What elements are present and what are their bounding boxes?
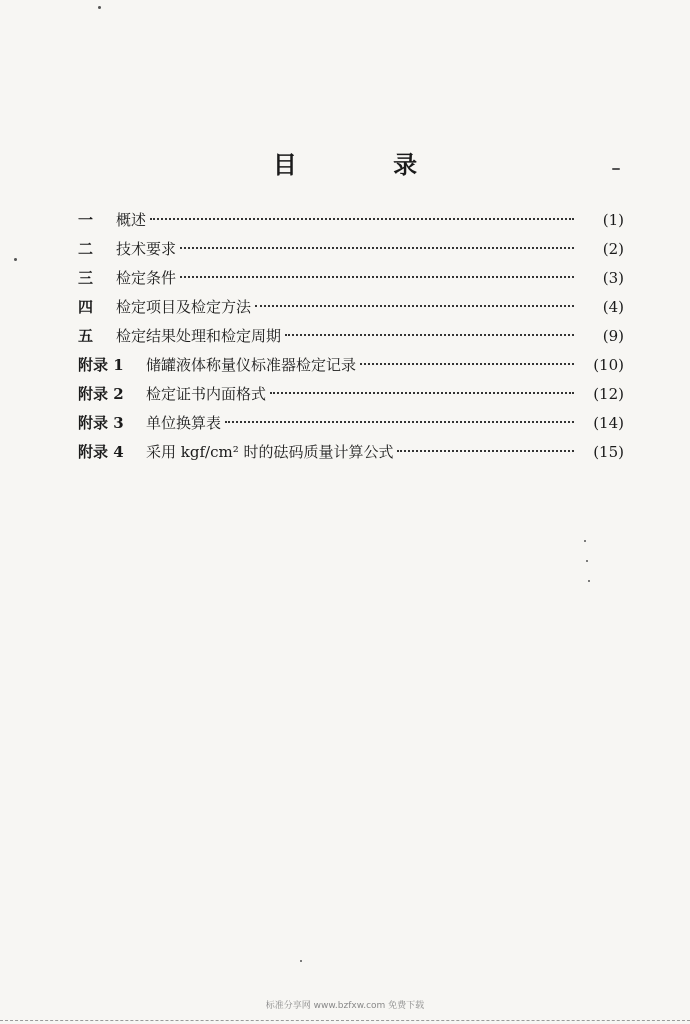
toc-page-number: (3) [602,269,624,287]
toc-row[interactable] [78,206,624,235]
toc-title: 单位换算表 [146,414,222,432]
toc-title: 检定项目及检定方法 [116,298,252,316]
toc-number: 三 [78,269,94,287]
toc-number: 五 [78,327,94,345]
toc-page-number: (14) [593,414,624,432]
scan-speck [586,560,588,562]
toc-row[interactable] [78,264,624,293]
toc-row[interactable] [78,438,624,467]
toc-title: 检定证书内面格式 [146,385,267,403]
toc-row[interactable] [78,322,624,351]
toc-title: 采用 kgf/cm² 时的砝码质量计算公式 [146,443,394,461]
toc-row[interactable] [78,351,624,380]
toc-number: 附录 4 [78,443,124,461]
toc-title: 检定条件 [116,269,177,287]
toc-number: 二 [78,240,94,258]
toc-leader [270,392,574,394]
toc-number: 一 [78,211,94,229]
toc-number: 附录 3 [78,414,124,432]
toc-number: 附录 2 [78,385,124,403]
bottom-edge [0,1018,690,1021]
table-of-contents [78,206,624,467]
toc-title: 概述 [116,211,147,229]
toc-page-number: (4) [602,298,624,316]
toc-row[interactable] [78,380,624,409]
scan-speck [588,580,590,582]
toc-leader [150,218,574,220]
toc-page-number: (2) [602,240,624,258]
toc-title: 储罐液体称量仪标准器检定记录 [146,356,357,374]
toc-page-number: (9) [602,327,624,345]
toc-row[interactable] [78,409,624,438]
page-title: 目 录 [272,150,462,179]
toc-page-number: (1) [602,211,624,229]
toc-title: 技术要求 [116,240,177,258]
toc-number: 四 [78,298,94,316]
scan-speck [300,960,302,962]
toc-row[interactable] [78,293,624,322]
scan-speck [14,258,17,261]
toc-title: 检定结果处理和检定周期 [116,327,282,345]
toc-leader [285,334,574,336]
toc-number: 附录 1 [78,356,124,374]
toc-leader [255,305,574,307]
toc-page-number: (12) [593,385,624,403]
scan-speck [98,6,101,9]
toc-leader [180,276,574,278]
scan-speck [612,168,620,170]
scan-speck [584,540,586,542]
toc-leader [225,421,574,423]
watermark-footer: 标准分享网 www.bzfxw.com 免费下载 [265,1001,425,1011]
toc-page-number: (10) [593,356,624,374]
toc-leader [397,450,574,452]
toc-row[interactable] [78,235,624,264]
toc-leader [180,247,574,249]
toc-leader [360,363,574,365]
toc-page-number: (15) [593,443,624,461]
